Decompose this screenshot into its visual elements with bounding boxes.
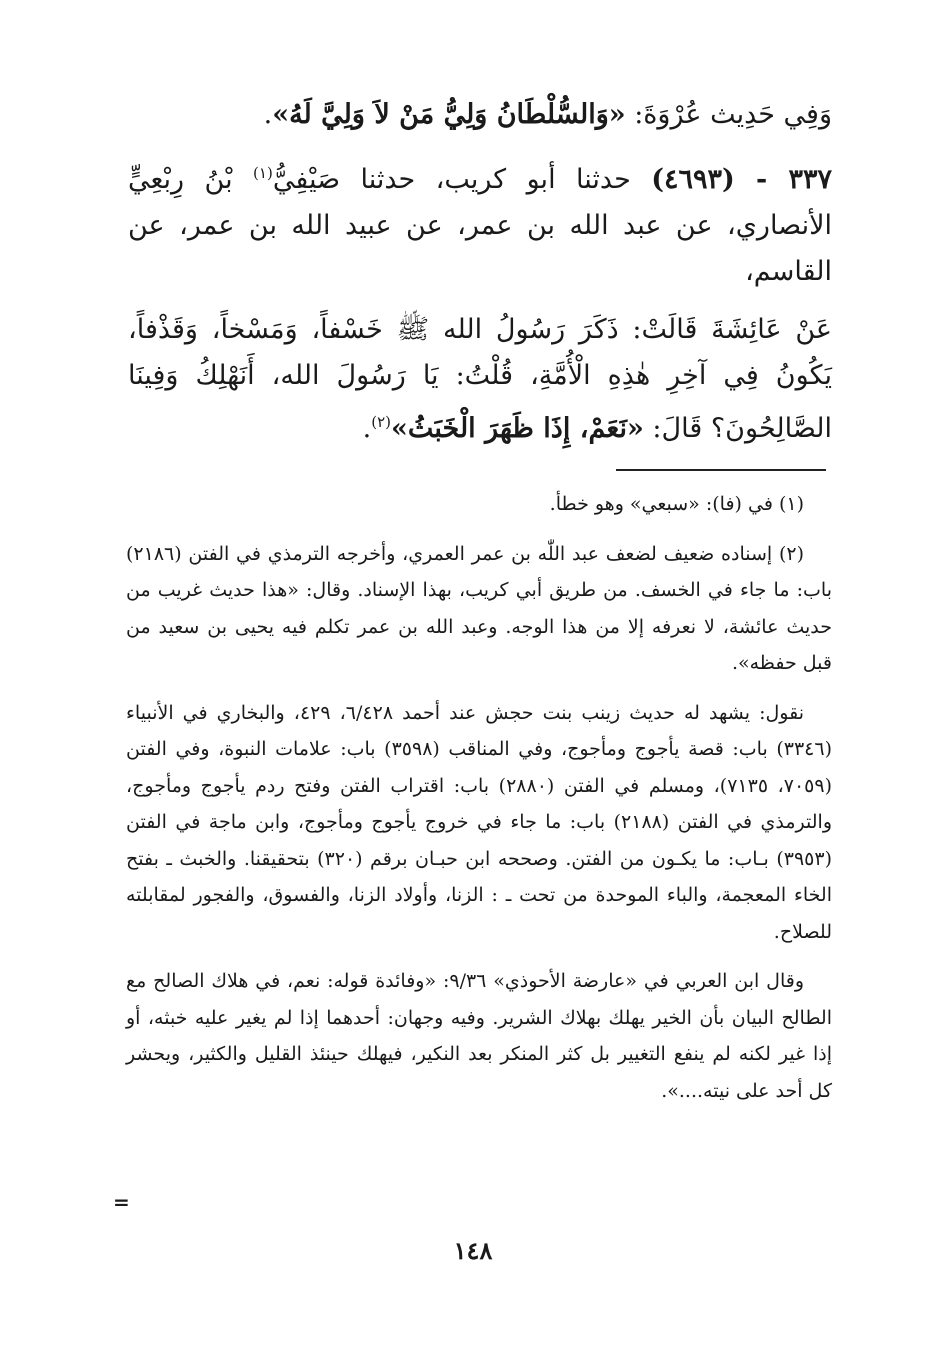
footnote-ref-1: (١) <box>253 164 273 182</box>
hadith-number: ٣٣٧ - (٤٦٩٣) <box>651 164 833 195</box>
matn-part-1: عَنْ عَائِشَةَ قَالَتْ: ذَكَرَ رَسُولُ الله ﷺ خَسْفاً، وَمَسْخاً، وَقَذْفاً، يَكُونُ فِي آخِرِ هٰذِهِ الْأُمَّةِ، قُلْتُ: يَا رَسُولَ الله، أَنَهْلِكُ وَفِينَا الصَّالِحُونَ؟ قَالَ: <box>128 314 832 444</box>
page-number: ١٤٨ <box>453 1236 493 1265</box>
footnote-3: نقول: يشهد له حديث زينب بنت حجش عند أحمد ٦/٤٢٨، ٤٢٩، والبخاري في الأنبياء (٣٣٤٦) باب: قصة يأجوج ومأجوج، وفي المناقب (٣٥٩٨) باب: علامات النبوة، وفي الفتن (٧٠٥٩، ٧١٣٥)، ومسلم في الفتن (٢٨٨٠) باب: اقتراب الفتن وفتح ردم يأجوج ومأجوج، والترمذي في الفتن (٢١٨٨) باب: ما جاء في خروج يأجوج ومأجوج، وابن ماجة في الفتن (٣٩٥٣) بـاب: ما يكـون من الفتن. وصححه ابن حبـان برقم (٣٢٠) بتحقيقنا. والخبث ـ بفتح الخاء المعجمة، والباء الموحدة من تحت ـ : الزنا، وأولاد الزنا، والفسوق، والفجور لمقابلته للصلاح. <box>126 701 833 943</box>
intro-end: . <box>263 99 273 130</box>
isnad-part-1: حدثنا أبو كريب، حدثنا صَيْفِيُّ <box>272 164 652 195</box>
intro-quote: «وَالسُّلْطَانُ وَلِيُّ مَنْ لاَ وَلِيَّ لَهُ» <box>272 99 626 130</box>
continuation-mark: = <box>113 1190 130 1214</box>
footnote-separator <box>616 469 826 471</box>
isnad-paragraph <box>128 150 832 295</box>
footnote-2: (٢) إسناده ضعيف لضعف عبد اللّٰه بن عمر العمري، وأخرجه الترمذي في الفتن (٢١٨٦) باب: ما جاء في الخسف. من طريق أبي كريب، بهذا الإسناد. وقال: «هذا حديث غريب من حديث عائشة، لا نعرفه إلا من هذا الوجه. وعبد الله بن عمر تكلم فيه يحيى بن سعيد من قبل حفظه». <box>126 542 832 674</box>
footnotes <box>126 486 832 1122</box>
footnote-4: وقال ابن العربي في «عارضة الأحوذي» ٩/٣٦: «وفائدة قوله: نعم، في هلاك الصالح مع الطالح البيان بأن الخير يهلك بهلاك الشرير. وفيه وجهان: أحدهما إذا لم يغير عليه خبثه، أو إذا غير لكنه لم ينفع التغيير بل كثر المنكر بعد النكير، فيهلك حينئذ القليل والكثير، ويحشر كل أحد على نيته....». <box>126 970 832 1102</box>
matn-end: . <box>362 413 372 444</box>
intro-prefix: وَفِي حَدِيث عُرْوَةَ: <box>625 99 832 130</box>
main-text <box>128 92 832 464</box>
matn-paragraph <box>128 307 832 452</box>
footnote-1: (١) في (فا): «سبعي» وهو خطأ. <box>549 493 804 515</box>
footnote-ref-2: (٢) <box>371 413 391 431</box>
intro-paragraph <box>128 92 832 138</box>
matn-quote: «نَعَمْ، إِذَا ظَهَرَ الْخَبَثُ» <box>390 413 644 444</box>
isnad-part-2: بْنُ رِبْعِيٍّ الأنصاري، عن عبد الله بن عمر، عن عبيد الله بن عمر، عن القاسم، <box>128 164 832 287</box>
